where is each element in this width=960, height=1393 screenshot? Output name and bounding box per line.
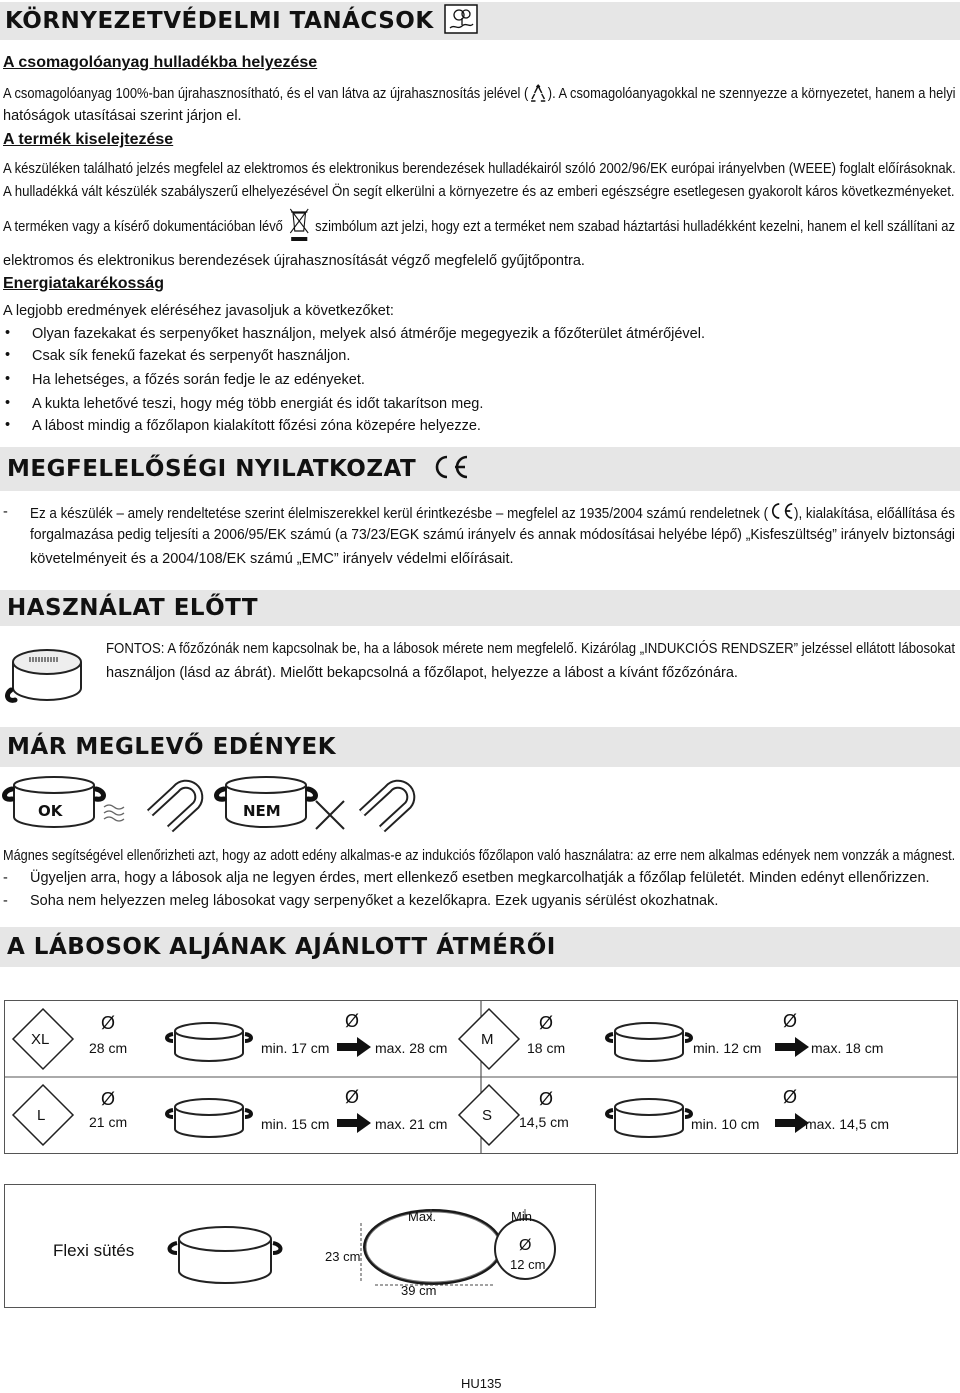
diameter-symbol: Ø	[101, 1089, 116, 1109]
diameter-symbol: Ø	[783, 1087, 798, 1107]
packaging-text-3: hatóságok utasításai szerint járjon el.	[3, 108, 242, 124]
zone-xl-graphic	[13, 1009, 371, 1069]
weee-bin-icon	[287, 207, 310, 243]
magnet-test-illustration	[0, 775, 440, 840]
zone-size: 14,5 cm	[519, 1114, 569, 1130]
ok-label: OK	[38, 802, 63, 820]
zone-min: min. 17 cm	[261, 1040, 330, 1056]
existing-title: MÁR MEGLEVŐ EDÉNYEK	[7, 734, 337, 760]
induction-pot-illustration	[5, 638, 89, 715]
flexi-height: 23 cm	[325, 1249, 361, 1264]
disposal-text-2: A hulladékká vált készülék szabályszerű elhelyezésével Ön segít elkerülni a környezetre és az emberi egészségre esetlegesen gyakorolt káros következményeket.	[3, 184, 955, 200]
before-use-line-2: használjon (lásd az ábrát). Mielőtt bekapcsolná a főzőlapot, helyezze a lábost a kívánt főzőzónára.	[106, 665, 738, 681]
zone-label: L	[37, 1107, 46, 1124]
flexi-width: 39 cm	[401, 1283, 437, 1298]
diameter-symbol: Ø	[539, 1089, 554, 1109]
packaging-heading: A csomagolóanyag hulladékba helyezése	[3, 54, 318, 71]
zone-max: max. 18 cm	[811, 1040, 884, 1056]
diameter-symbol: Ø	[519, 1237, 532, 1254]
ce-mark-icon	[430, 453, 470, 485]
diameter-symbol: Ø	[101, 1013, 116, 1033]
diameters-table	[4, 1000, 958, 1154]
flexi-label: Flexi sütés	[53, 1241, 135, 1260]
zone-label: XL	[31, 1031, 50, 1048]
zone-max: max. 21 cm	[375, 1116, 448, 1132]
env-title-bar	[0, 2, 960, 40]
diameter-symbol: Ø	[345, 1011, 360, 1031]
disposal-text-4: elektromos és elektronikus berendezések újrahasznosítását végző megfelelő gyűjtőpontra.	[3, 253, 585, 269]
zone-max: max. 14,5 cm	[805, 1116, 890, 1132]
diameter-symbol: Ø	[539, 1013, 554, 1033]
page-number: HU135	[461, 1376, 502, 1391]
existing-title-bar	[0, 727, 960, 767]
zone-min: min. 15 cm	[261, 1116, 330, 1132]
recycle-icon	[528, 84, 548, 104]
diameters-title: A LÁBOSOK ALJÁNAK AJÁNLOTT ÁTMÉRŐI	[7, 934, 556, 960]
environment-icon	[444, 4, 478, 38]
env-title: KÖRNYEZETVÉDELMI TANÁCSOK	[5, 8, 434, 34]
disposal-text-1: A készüléken található jelzés megfelel az elektromos és elektronikus berendezések hulladékairól szóló 2002/96/EK európai irányelvben (WEEE) foglalt előírásoknak.	[3, 161, 956, 177]
energy-heading: Energiatakarékosság	[3, 275, 164, 292]
conformity-title: MEGFELELŐSÉGI NYILATKOZAT	[7, 456, 417, 482]
diameters-title-bar	[0, 927, 960, 967]
diameter-symbol: Ø	[345, 1087, 360, 1107]
diameter-symbol: Ø	[783, 1011, 798, 1031]
magnet-text: Mágnes segítségével ellenőrizheti azt, hogy az adott edény alkalmas-e az indukciós főzőlapon való használatra: az erre nem alkalmas edények nem vonzzák a mágnest.	[3, 848, 956, 864]
flexi-min-size: 12 cm	[510, 1257, 546, 1272]
conformity-title-bar	[0, 447, 960, 491]
energy-intro: A legjobb eredmények eléréséhez javasoljuk a következőket:	[3, 303, 394, 319]
zone-max: max. 28 cm	[375, 1040, 448, 1056]
disposal-text-3: A terméken vagy a kísérő dokumentációban lévő szimbólum azt jelzi, hogy ezt a terméket nem szabad háztartási hulladékként kezelni, hanem el kell szállítani az	[3, 217, 955, 253]
disposal-heading: A termék kiselejtezése	[3, 131, 174, 148]
zone-min: min. 10 cm	[691, 1116, 760, 1132]
zone-size: 28 cm	[89, 1040, 128, 1056]
nem-label: NEM	[243, 802, 281, 820]
conformity-line-2: forgalmazása pedig teljesíti a 2006/95/EK számú (a 73/23/EGK számú irányelv és annak módosításai helyébe lépő) „Kisfeszültség” irányelv biztonsági	[30, 527, 956, 543]
packaging-text-1: A csomagolóanyag 100%-ban újrahasznosítható, és el van látva az újrahasznosítás jelével ( ). A csomagolóanyagokkal ne szennyezze a környezetet, hanem a helyi	[3, 84, 956, 104]
before-use-title-bar	[0, 590, 960, 626]
conformity-line-3: követelményeit és a 2004/108/EK számú „EMC” irányelv védelmi előírásait.	[30, 551, 514, 567]
zone-min: min. 12 cm	[693, 1040, 762, 1056]
zone-label: M	[481, 1031, 494, 1048]
flexi-max-label: Max.	[408, 1209, 437, 1224]
flexi-box	[4, 1184, 596, 1308]
zone-size: 18 cm	[527, 1040, 566, 1056]
before-use-line-1: FONTOS: A főzőzónák nem kapcsolnak be, ha a lábosok mérete nem megfelelő. Kizárólag „INDUKCIÓS RENDSZER” jelzéssel ellátott lábosokat	[106, 641, 956, 657]
ce-mark-icon	[768, 502, 794, 526]
flexi-min-label: Min.	[511, 1209, 536, 1224]
zone-label: S	[482, 1107, 493, 1124]
before-use-title: HASZNÁLAT ELŐTT	[7, 595, 259, 621]
zone-size: 21 cm	[89, 1114, 128, 1130]
